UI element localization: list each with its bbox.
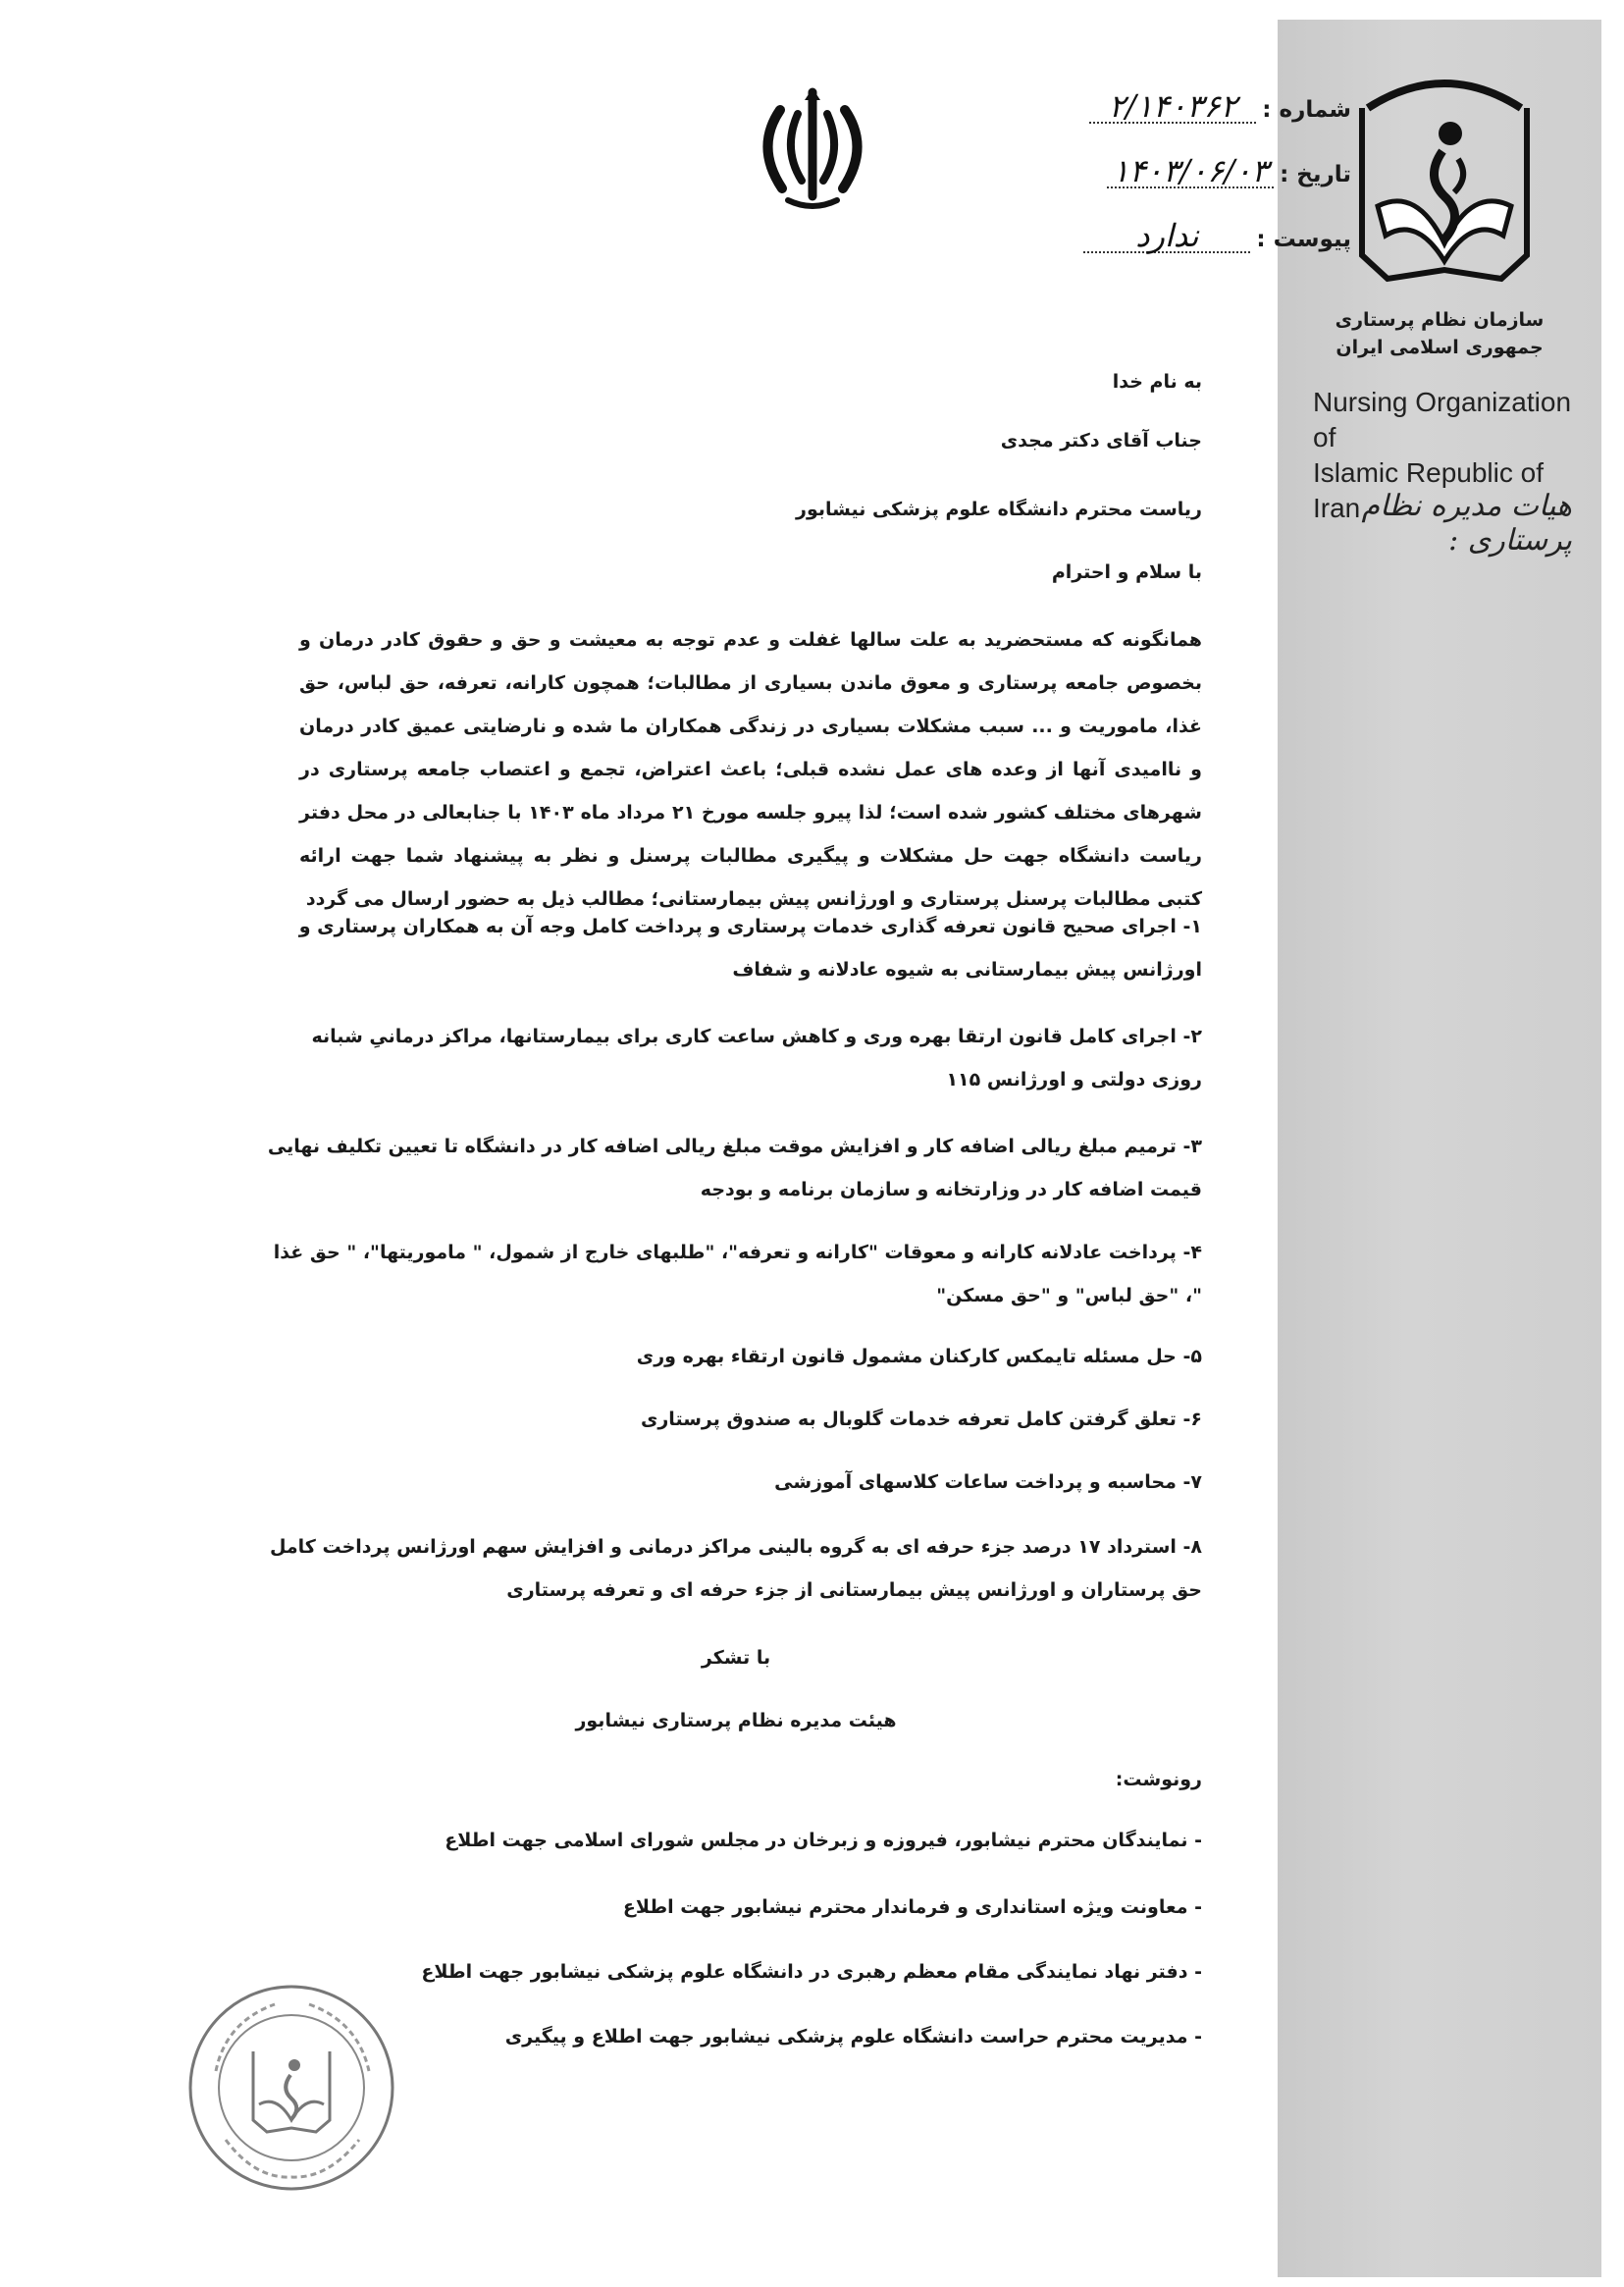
org-name-fa-line1: سازمان نظام پرستاری <box>1335 309 1545 331</box>
greeting: با سلام و احترام <box>1051 561 1202 583</box>
attachment-value: ندارد <box>1083 220 1250 253</box>
signature: هیئت مدیره نظام پرستاری نیشابور <box>575 1710 897 1731</box>
list-item: - معاونت ویژه استانداری و فرماندار محترم نیشابور جهت اطلاع <box>622 1896 1202 1918</box>
org-name-en-line2: Islamic Republic of Iran <box>1313 457 1544 523</box>
letter-attachment <box>1083 217 1351 254</box>
organization-name-fa <box>1278 306 1601 361</box>
recipient: جناب آقای دکتر مجدی <box>1000 430 1202 452</box>
list-item: ۲- اجرای کامل قانون ارتقا بهره وری و کاهش ساعت کاری برای بیمارستانها، مراکز درمانیِ شبانه روزی دولتی و اورژانس ۱۱۵ <box>311 1026 1202 1090</box>
closing: با تشکر <box>701 1647 771 1669</box>
org-name-en-line1: Nursing Organization of <box>1313 387 1572 452</box>
list-item: - نمایندگان محترم نیشابور، فیروزه و زبرخان در مجلس شورای اسلامی جهت اطلاع <box>445 1830 1202 1851</box>
list-item: ۳- ترمیم مبلغ ریالی اضافه کار و افزایش موقت مبلغ ریالی اضافه کار در دانشگاه تا تعیین تکلیف نهایی قیمت اضافه کار در وزارتخانه و سازمان برنامه و بودجه <box>267 1136 1202 1200</box>
list-item: ۱- اجرای صحیح قانون تعرفه گذاری خدمات پرستاری و پرداخت کامل وجه آن به همکاران پرستاری و اورژانس پیش بیمارستانی به شیوه عادلانه و شفاف <box>298 916 1202 981</box>
list-item: ۸- استرداد ۱۷ درصد جزء حرفه ای به گروه بالینی مراکز درمانی و افزایش سهم اورژانس پرداخت کامل حق پرستاران و اورژانس پیش بیمارستانی از جزء حرفه ای و تعرفه پرستاری <box>269 1536 1202 1601</box>
list-item: ۵- حل مسئله تایمکس کارکنان مشمول قانون ارتقاء بهره وری <box>636 1346 1202 1367</box>
letter-number <box>1089 87 1351 125</box>
nursing-organization-logo-icon <box>1348 69 1541 304</box>
organization-seal-icon <box>186 1983 397 2194</box>
list-item: ۴- پرداخت عادلانه کارانه و معوقات "کارانه و تعرفه"، "طلبهای خارج از شمول، " ماموریتها"، " حق غذا "، "حق لباس" و "حق مسکن" <box>273 1242 1202 1306</box>
intro-paragraph: همانگونه که مستحضرید به علت سالها غفلت و عدم توجه به معیشت و حق و حقوق کادر درمان و بخصوص جامعه پرستاری و معوق ماندن بسیاری از مطالبات؛ همچون کارانه، تعرفه، حق لباس، حق غذا، ماموریت و ... سبب مشکلات بسیاری در زندگی همکاران ما شده و نارضایتی عمیق کادر درمان و ناامیدی آنها از وعده های عمل نشده قبلی؛ باعث اعتراض، تجمع و اعتصاب جامعه پرستاری در شهرهای مختلف کشور شده است؛ لذا پیرو جلسه مورخ ۲۱ مرداد ماه ۱۴۰۳ با جنابعالی در محل دفتر ریاست دانشگاه جهت حل مشکلات و پیگیری مطالبات پرسنل و نظر به پیشنهاد شما جهت ارائه کتبی مطالبات پرسنل پرستاری و اورژانس پیش بیمارستانی؛ مطالب ذیل به حضور ارسال می گردد <box>299 629 1202 910</box>
date-label: تاریخ : <box>1280 162 1351 187</box>
list-item: ۶- تعلق گرفتن کامل تعرفه خدمات گلوبال به صندوق پرستاری <box>640 1409 1202 1430</box>
sidebar <box>1278 20 1601 2277</box>
invocation: به نام خدا <box>1112 371 1202 393</box>
iran-emblem-icon <box>749 86 876 214</box>
org-name-fa-line2: جمهوری اسلامی ایران <box>1336 337 1544 358</box>
recipient-title: ریاست محترم دانشگاه علوم پزشکی نیشابور <box>796 499 1202 520</box>
list-item: ۷- محاسبه و پرداخت ساعات کلاسهای آموزشی <box>774 1471 1202 1493</box>
board-label: هیات مدیره نظام پرستاری : <box>1361 489 1572 558</box>
attachment-label: پیوست : <box>1256 227 1351 252</box>
letter-date <box>1107 152 1351 189</box>
number-value: ۲/۱۴۰۳۶۲ <box>1089 90 1256 124</box>
cc-label: رونوشت: <box>1115 1769 1202 1790</box>
list-item: - دفتر نهاد نمایندگی مقام معظم رهبری در دانشگاه علوم پزشکی نیشابور جهت اطلاع <box>421 1961 1202 1983</box>
date-value: ۱۴۰۳/۰۶/۰۳ <box>1107 155 1274 188</box>
list-item: - مدیریت محترم حراست دانشگاه علوم پزشکی نیشابور جهت اطلاع و پیگیری <box>504 2026 1202 2048</box>
number-label: شماره : <box>1262 97 1351 123</box>
